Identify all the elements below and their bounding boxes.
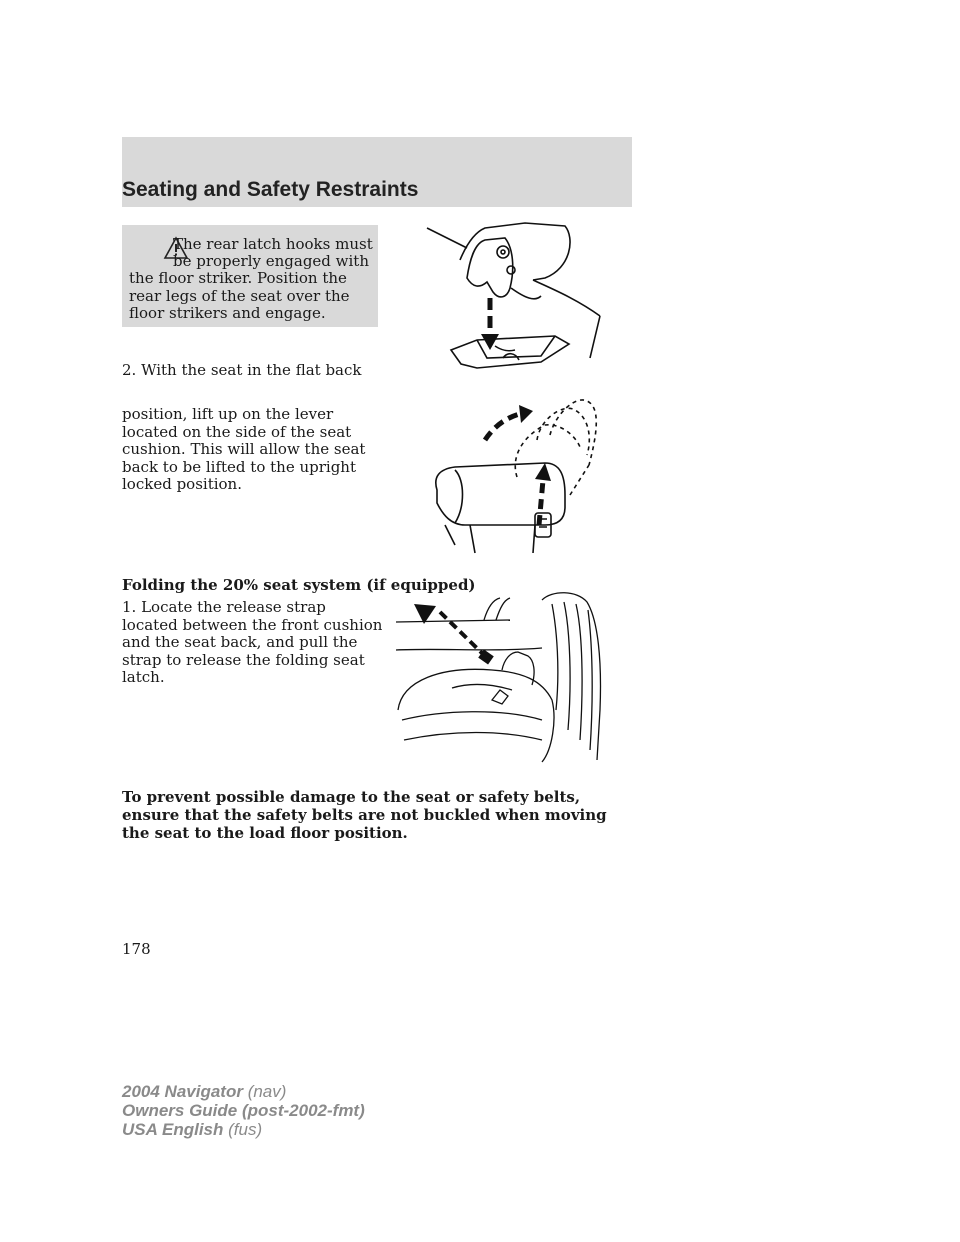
footer-language: USA English [122, 1120, 224, 1139]
warning-text-line2: be properly engaged with [173, 252, 369, 270]
step2-text-continued: position, lift up on the lever located on the side of the seat cushion. This will allow the seat back to be lifted to the upright locked position. [122, 405, 366, 493]
footer-model: 2004 Navigator [122, 1082, 243, 1101]
step2-text-start: 2. With the seat in the flat back [122, 361, 362, 379]
seatback-lift-illustration [425, 395, 610, 555]
footer [122, 1082, 365, 1139]
subheading: Folding the 20% seat system (if equipped) [122, 576, 476, 594]
section-title: Seating and Safety Restraints [122, 178, 419, 201]
footer-guide: Owners Guide (post-2002-fmt) [122, 1101, 365, 1120]
caution-text: To prevent possible damage to the seat or safety belts, ensure that the safety belts are not buckled when moving the seat to the load floor position. [122, 788, 607, 842]
footer-language-code: (fus) [228, 1120, 263, 1139]
step1-text: 1. Locate the release strap located between the front cushion and the seat back, and pull the strap to release the folding seat latch. [122, 598, 383, 686]
page-number: 178 [122, 940, 151, 958]
footer-model-code: (nav) [247, 1082, 287, 1101]
warning-text-rest: the floor striker. Position the rear legs of the seat over the floor strikers and engage. [129, 269, 350, 322]
latch-hook-illustration [415, 218, 615, 388]
warning-text-line1: The rear latch hooks must [173, 235, 373, 253]
release-strap-illustration [392, 590, 612, 765]
